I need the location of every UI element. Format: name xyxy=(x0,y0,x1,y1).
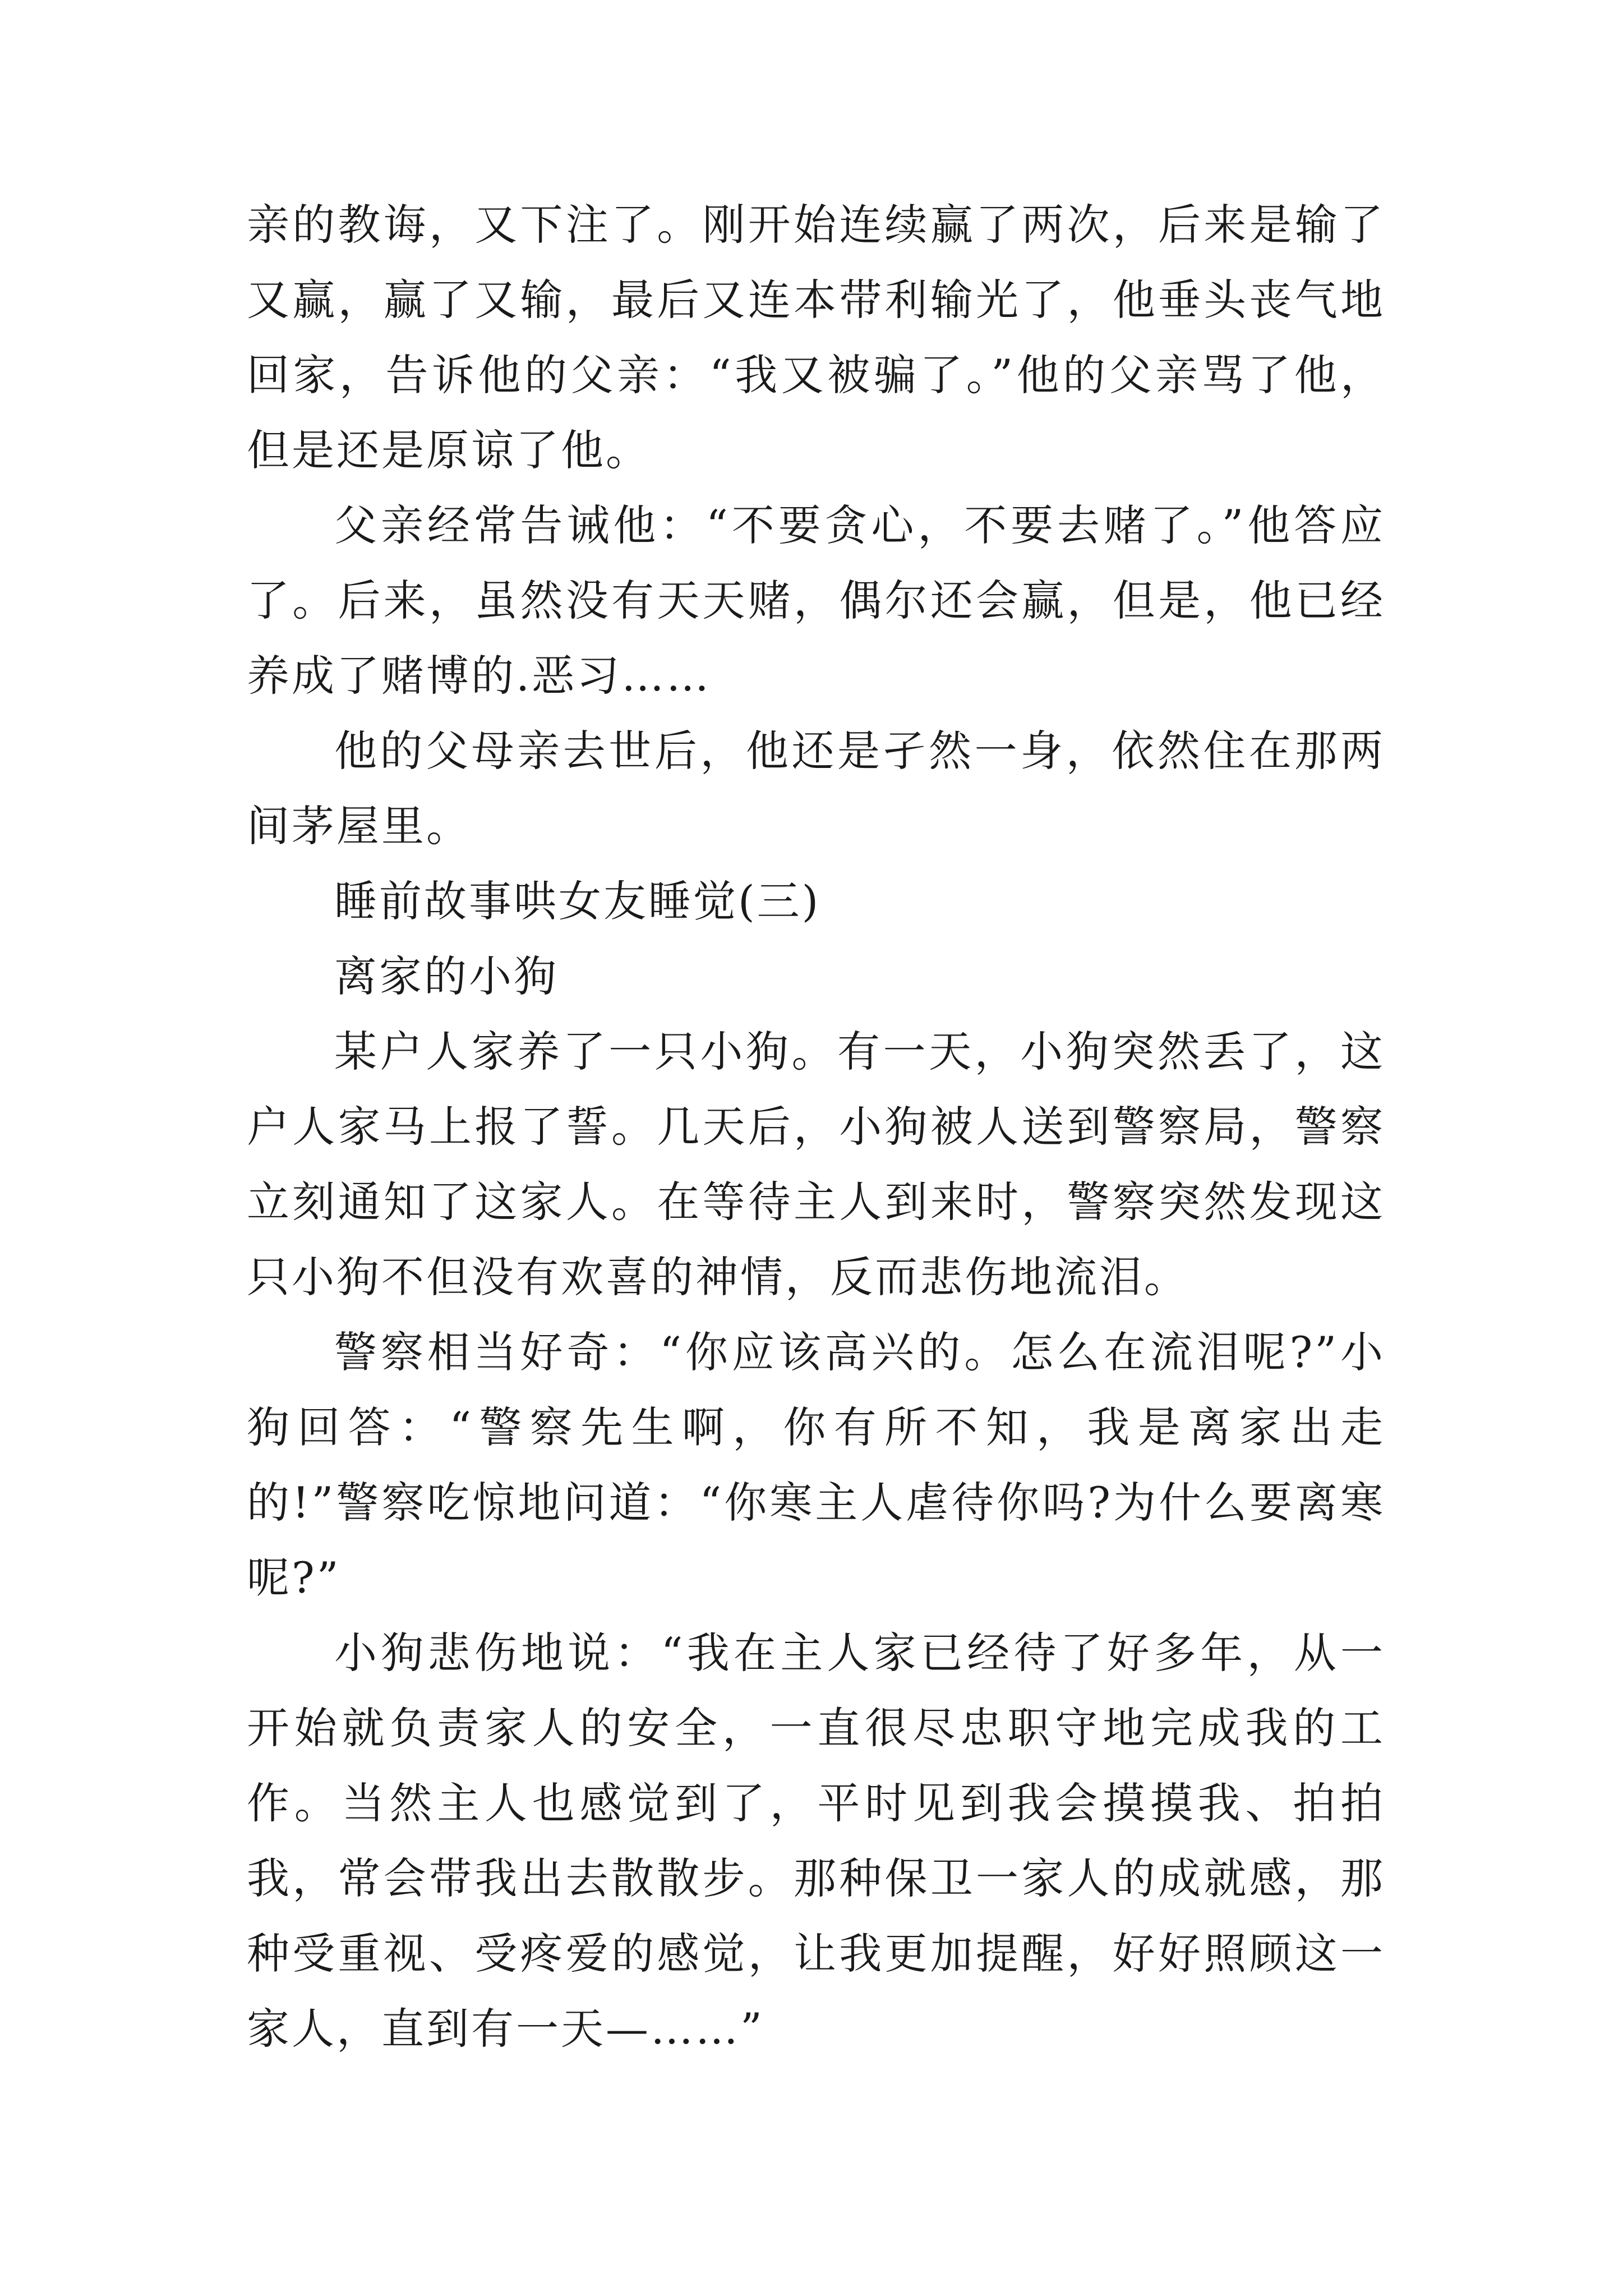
paragraph: 小狗悲伤地说：“我在主人家已经待了好多年，从一开始就负责家人的安全，一直很尽忠职守地完成我的工作。当然主人也感觉到了，平时见到我会摸摸我、拍拍我，常会带我出去散散步。那种保卫一家人的成就感，那种受重视、受疼爱的感觉，让我更加提醒，好好照顾这一家人，直到有一天—……” xyxy=(247,1628,1385,2054)
paragraph: 他的父母亲去世后，他还是孑然一身，依然住在那两间茅屋里。 xyxy=(247,726,1385,851)
paragraph: 某户人家养了一只小狗。有一天，小狗突然丢了，这户人家马上报了誓。几天后，小狗被人送到警察局，警察立刻通知了这家人。在等待主人到来时，警察突然发现这只小狗不但没有欢喜的神情，反而悲伤地流泪。 xyxy=(247,1027,1385,1302)
document-body xyxy=(247,187,1385,2067)
paragraph: 父亲经常告诫他：“不要贪心，不要去赌了。”他答应了。后来，虽然没有天天赌，偶尔还会赢，但是，他已经养成了赌博的.恶习…… xyxy=(247,500,1385,701)
section-heading: 睡前故事哄女友睡觉(三) xyxy=(334,876,821,926)
paragraph: 警察相当好奇：“你应该高兴的。怎么在流泪呢?”小狗回答：“警察先生啊，你有所不知，我是离家出走的!”警察吃惊地问道：“你寒主人虐待你吗?为什么要离寒呢?” xyxy=(247,1327,1385,1603)
paragraph-continued: 亲的教诲，又下注了。刚开始连续赢了两次，后来是输了又赢，赢了又输，最后又连本带利输光了，他垂头丧气地回家，告诉他的父亲：“我又被骗了。”他的父亲骂了他，但是还是原谅了他。 xyxy=(247,200,1385,475)
story-title: 离家的小狗 xyxy=(334,951,559,1001)
